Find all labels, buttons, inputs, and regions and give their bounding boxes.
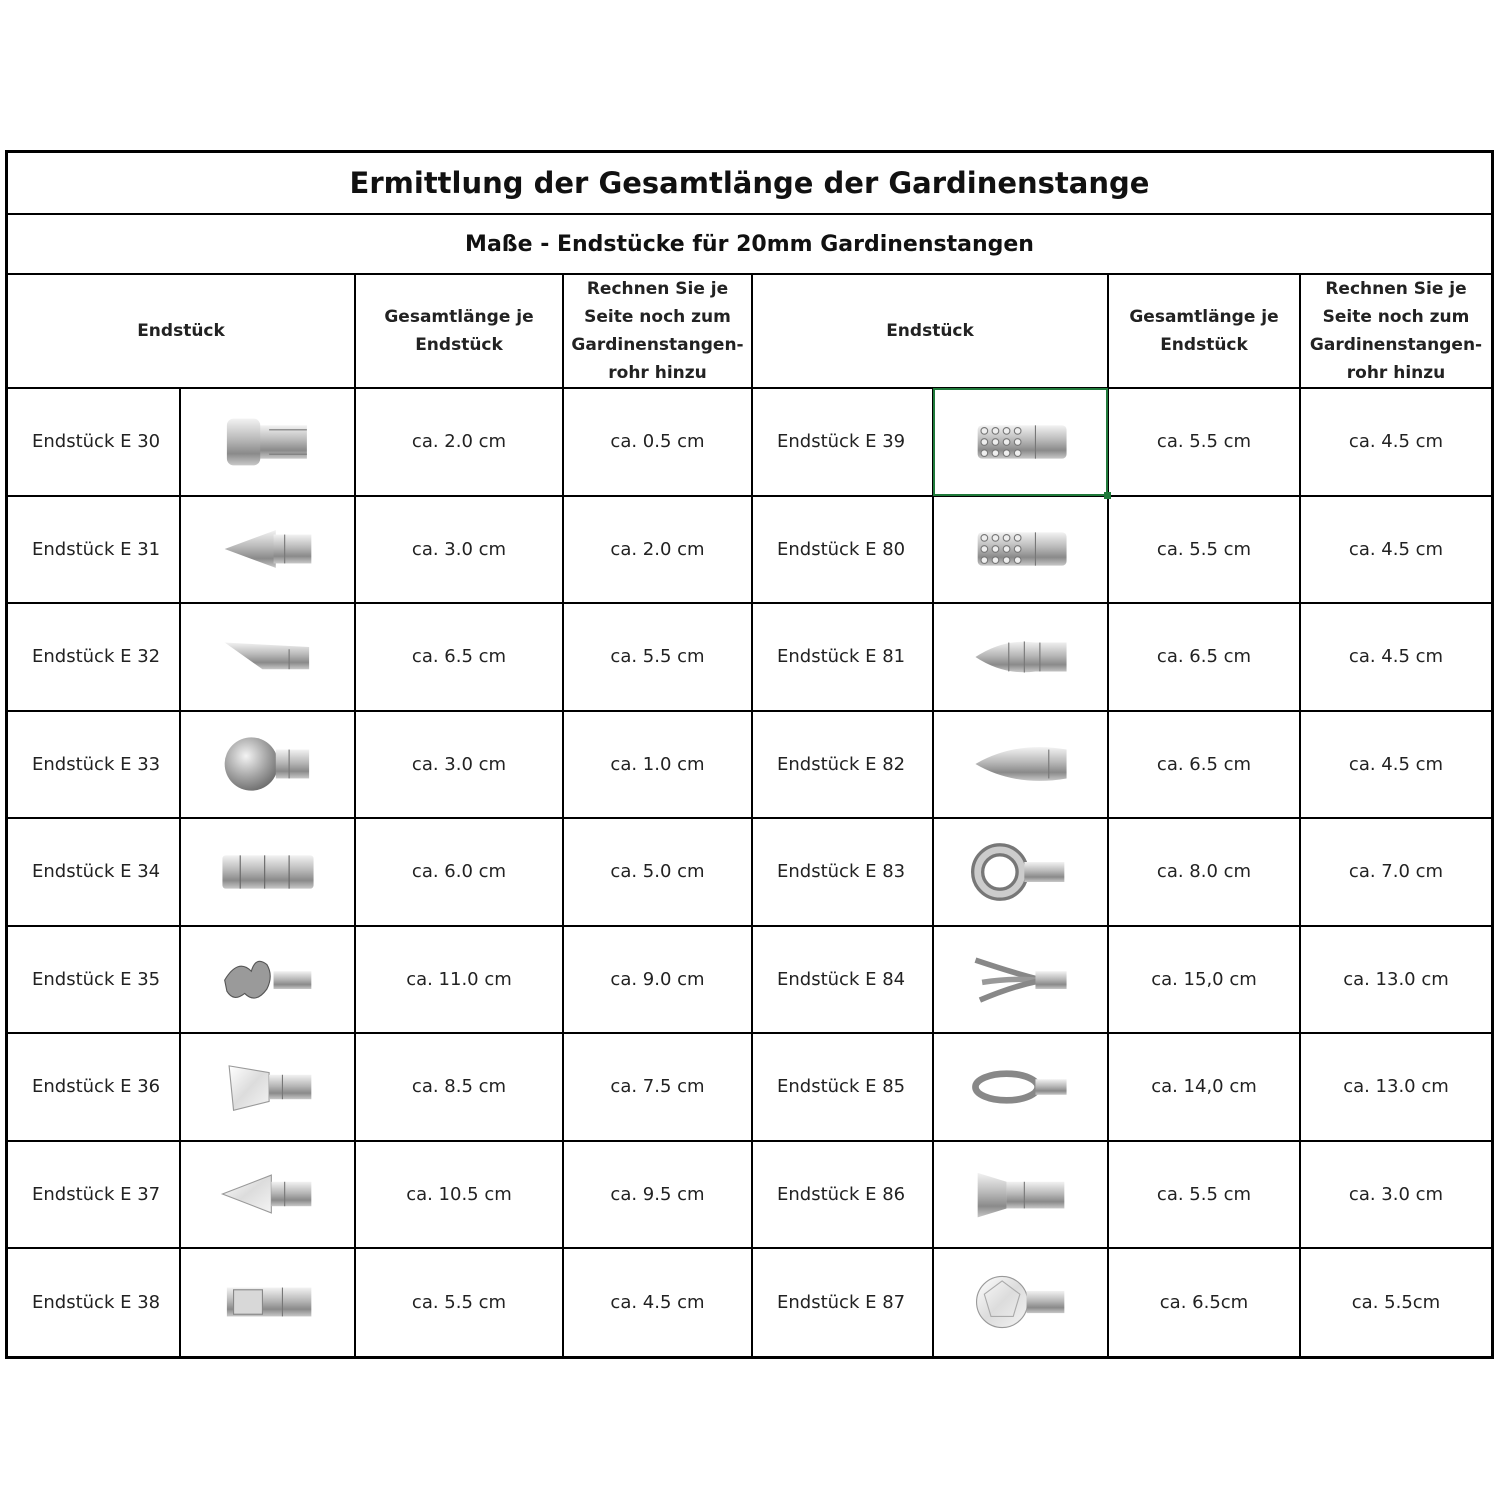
stone-cylinder-icon bbox=[218, 1272, 318, 1332]
cylinder-cap-icon bbox=[218, 412, 318, 472]
hinzu-value: ca. 7.0 cm bbox=[1300, 818, 1491, 926]
endstueck-image-cell[interactable] bbox=[180, 603, 355, 711]
ring-icon bbox=[971, 842, 1071, 902]
endstueck-image-cell[interactable] bbox=[180, 1248, 355, 1356]
hinzu-value: ca. 4.5 cm bbox=[1300, 496, 1491, 604]
hinzu-value: ca. 4.5 cm bbox=[1300, 711, 1491, 819]
oval-loop-icon bbox=[971, 1057, 1071, 1117]
hinzu-value: ca. 2.0 cm bbox=[563, 496, 752, 604]
endstueck-name: Endstück E 35 bbox=[8, 926, 180, 1034]
leaf-icon bbox=[218, 949, 318, 1009]
ringed-bullet-icon bbox=[971, 627, 1071, 687]
endstueck-name: Endstück E 31 bbox=[8, 496, 180, 604]
endstueck-name: Endstück E 37 bbox=[8, 1141, 180, 1249]
endstueck-name: Endstück E 33 bbox=[8, 711, 180, 819]
hinzu-value: ca. 5.5cm bbox=[1300, 1248, 1491, 1356]
studded-cylinder-icon bbox=[971, 412, 1071, 472]
endstueck-image-cell[interactable] bbox=[180, 818, 355, 926]
cone-point-icon bbox=[218, 519, 318, 579]
endstueck-image-cell[interactable] bbox=[933, 711, 1108, 819]
gesamtlaenge-value: ca. 10.5 cm bbox=[355, 1141, 563, 1249]
endstueck-table bbox=[8, 275, 1491, 1356]
page-title: Ermittlung der Gesamtlänge der Gardinenstange bbox=[8, 153, 1491, 215]
gesamtlaenge-value: ca. 5.5 cm bbox=[355, 1248, 563, 1356]
hinzu-value: ca. 5.5 cm bbox=[563, 603, 752, 711]
gesamtlaenge-value: ca. 6.5 cm bbox=[1108, 711, 1300, 819]
slanted-cut-icon bbox=[218, 627, 318, 687]
endstueck-name: Endstück E 85 bbox=[752, 1033, 933, 1141]
endstueck-image-cell[interactable] bbox=[933, 926, 1108, 1034]
hinzu-value: ca. 13.0 cm bbox=[1300, 1033, 1491, 1141]
gesamtlaenge-value: ca. 3.0 cm bbox=[355, 711, 563, 819]
endstueck-name: Endstück E 84 bbox=[752, 926, 933, 1034]
gesamtlaenge-value: ca. 11.0 cm bbox=[355, 926, 563, 1034]
hinzu-value: ca. 4.5 cm bbox=[1300, 388, 1491, 496]
hinzu-value: ca. 3.0 cm bbox=[1300, 1141, 1491, 1249]
endstueck-image-cell[interactable] bbox=[180, 926, 355, 1034]
gesamtlaenge-value: ca. 3.0 cm bbox=[355, 496, 563, 604]
endstueck-image-cell[interactable] bbox=[180, 388, 355, 496]
table-row bbox=[8, 926, 1491, 1034]
endstueck-name: Endstück E 38 bbox=[8, 1248, 180, 1356]
gesamtlaenge-value: ca. 8.5 cm bbox=[355, 1033, 563, 1141]
bullet-icon bbox=[971, 734, 1071, 794]
endstueck-name: Endstück E 83 bbox=[752, 818, 933, 926]
endstueck-name: Endstück E 36 bbox=[8, 1033, 180, 1141]
gesamtlaenge-value: ca. 2.0 cm bbox=[355, 388, 563, 496]
hinzu-value: ca. 9.5 cm bbox=[563, 1141, 752, 1249]
endstueck-image-cell[interactable] bbox=[180, 496, 355, 604]
table-row bbox=[8, 1141, 1491, 1249]
hinzu-value: ca. 4.5 cm bbox=[563, 1248, 752, 1356]
crystal-ball-icon bbox=[971, 1272, 1071, 1332]
crystal-cone-icon bbox=[218, 1164, 318, 1224]
endstueck-name: Endstück E 80 bbox=[752, 496, 933, 604]
endstueck-name: Endstück E 30 bbox=[8, 388, 180, 496]
endstueck-image-cell[interactable] bbox=[180, 1033, 355, 1141]
hinzu-value: ca. 7.5 cm bbox=[563, 1033, 752, 1141]
table-row bbox=[8, 711, 1491, 819]
endstueck-image-cell[interactable] bbox=[933, 818, 1108, 926]
endstueck-name: Endstück E 82 bbox=[752, 711, 933, 819]
hinzu-value: ca. 9.0 cm bbox=[563, 926, 752, 1034]
endstueck-image-cell[interactable] bbox=[933, 388, 1108, 496]
table-row bbox=[8, 496, 1491, 604]
studded-cylinder-icon bbox=[971, 519, 1071, 579]
gesamtlaenge-value: ca. 15,0 cm bbox=[1108, 926, 1300, 1034]
table-row bbox=[8, 388, 1491, 496]
hinzu-value: ca. 4.5 cm bbox=[1300, 603, 1491, 711]
endstueck-name: Endstück E 39 bbox=[752, 388, 933, 496]
gesamtlaenge-value: ca. 5.5 cm bbox=[1108, 496, 1300, 604]
sheet bbox=[5, 150, 1494, 1359]
ball-icon bbox=[218, 734, 318, 794]
gesamtlaenge-value: ca. 6.5 cm bbox=[1108, 603, 1300, 711]
hinzu-value: ca. 1.0 cm bbox=[563, 711, 752, 819]
header-row bbox=[8, 275, 1491, 388]
endstueck-image-cell[interactable] bbox=[933, 603, 1108, 711]
hinzu-value: ca. 0.5 cm bbox=[563, 388, 752, 496]
header-rechnen-right: Rechnen Sie je Seite noch zum Gardinenstangen-rohr hinzu bbox=[1300, 275, 1491, 388]
header-endstueck-right: Endstück bbox=[752, 275, 1108, 388]
page-subtitle: Maße - Endstücke für 20mm Gardinenstangen bbox=[8, 215, 1491, 275]
endstueck-name: Endstück E 34 bbox=[8, 818, 180, 926]
endstueck-name: Endstück E 86 bbox=[752, 1141, 933, 1249]
header-gesamtlaenge-left: Gesamtlänge je Endstück bbox=[355, 275, 563, 388]
table-row bbox=[8, 603, 1491, 711]
table-row bbox=[8, 818, 1491, 926]
gesamtlaenge-value: ca. 6.0 cm bbox=[355, 818, 563, 926]
header-gesamtlaenge-right: Gesamtlänge je Endstück bbox=[1108, 275, 1300, 388]
endstueck-image-cell[interactable] bbox=[933, 1033, 1108, 1141]
endstueck-name: Endstück E 32 bbox=[8, 603, 180, 711]
gesamtlaenge-value: ca. 5.5 cm bbox=[1108, 1141, 1300, 1249]
endstueck-image-cell[interactable] bbox=[180, 711, 355, 819]
endstueck-image-cell[interactable] bbox=[933, 1141, 1108, 1249]
table-row bbox=[8, 1033, 1491, 1141]
crystal-cube-icon bbox=[218, 1057, 318, 1117]
hinzu-value: ca. 5.0 cm bbox=[563, 818, 752, 926]
gesamtlaenge-value: ca. 8.0 cm bbox=[1108, 818, 1300, 926]
header-endstueck-left: Endstück bbox=[8, 275, 355, 388]
gesamtlaenge-value: ca. 5.5 cm bbox=[1108, 388, 1300, 496]
endstueck-name: Endstück E 87 bbox=[752, 1248, 933, 1356]
endstueck-image-cell[interactable] bbox=[180, 1141, 355, 1249]
flared-cylinder-icon bbox=[971, 1164, 1071, 1224]
swirl-leaves-icon bbox=[971, 949, 1071, 1009]
table-row bbox=[8, 1248, 1491, 1356]
endstueck-image-cell[interactable] bbox=[933, 1248, 1108, 1356]
gesamtlaenge-value: ca. 14,0 cm bbox=[1108, 1033, 1300, 1141]
header-rechnen-left: Rechnen Sie je Seite noch zum Gardinenstangen-rohr hinzu bbox=[563, 275, 752, 388]
endstueck-image-cell[interactable] bbox=[933, 496, 1108, 604]
endstueck-name: Endstück E 81 bbox=[752, 603, 933, 711]
gesamtlaenge-value: ca. 6.5cm bbox=[1108, 1248, 1300, 1356]
gesamtlaenge-value: ca. 6.5 cm bbox=[355, 603, 563, 711]
hinzu-value: ca. 13.0 cm bbox=[1300, 926, 1491, 1034]
grooved-cylinder-icon bbox=[218, 842, 318, 902]
